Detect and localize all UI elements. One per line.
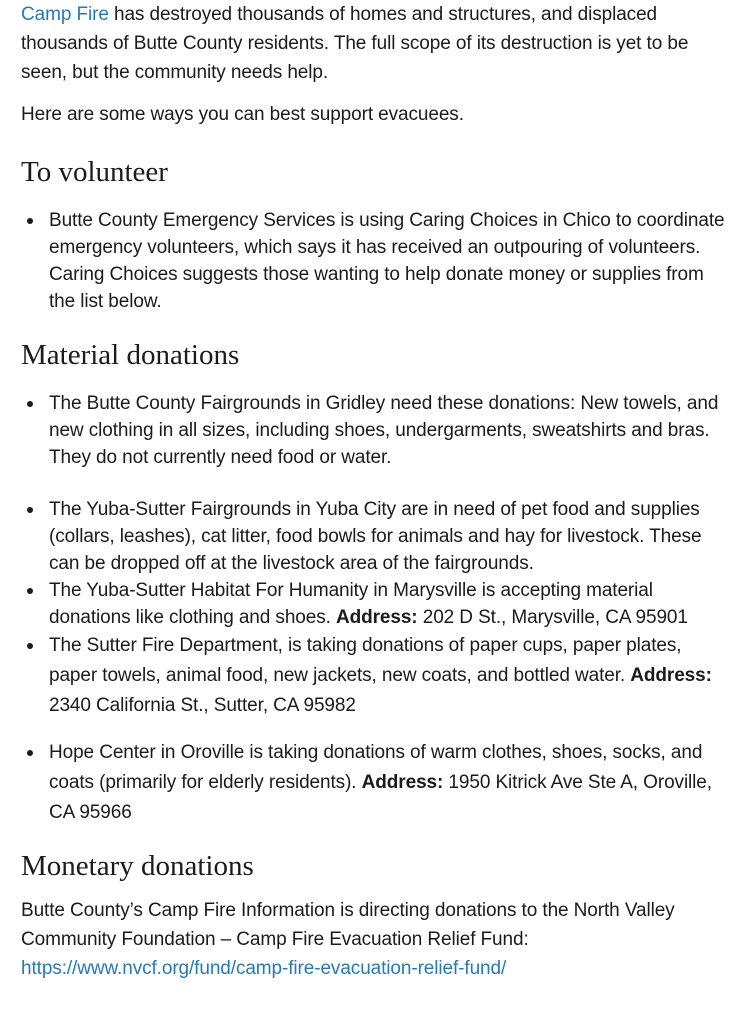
bullet-icon — [27, 218, 33, 224]
monetary-text: Butte County’s Camp Fire Information is directing donations to the North Valley Community Foundation – Camp Fire Evacuation Relief Fund: — [21, 900, 675, 950]
monetary-paragraph — [21, 896, 733, 983]
bullet-icon — [27, 401, 33, 407]
intro-paragraph — [21, 0, 733, 87]
address-label: Address: — [361, 772, 444, 793]
volunteer-list — [21, 207, 733, 315]
list-item — [21, 738, 733, 828]
bullet-icon — [27, 750, 33, 756]
material-item-text: The Butte County Fairgrounds in Gridley need these donations: New towels, and new clothing in all sizes, including shoes, undergarments, sweatshirts and bras. They do not currently need food or water. — [49, 393, 719, 468]
bullet-icon — [27, 507, 33, 513]
material-item-text: The Yuba-Sutter Habitat For Humanity in Marysville is accepting material donations like clothing and shoes. — [49, 580, 653, 628]
material-list — [21, 390, 733, 828]
volunteer-item-text: Butte County Emergency Services is using Caring Choices in Chico to coordinate emergency volunteers, which says it has received an outpouring of volunteers. Caring Choices suggests those wanting to help donate money or supplies from the list below. — [49, 210, 725, 312]
material-item-text: The Sutter Fire Department, is taking donations of paper cups, paper plates, paper towels, animal food, new jackets, new coats, and bottled water. — [49, 635, 682, 686]
address-value: 1950 Kitrick Ave Ste A, Oroville, CA 95966 — [49, 772, 712, 823]
address-label: Address: — [335, 607, 418, 628]
address-value: 2340 California St., Sutter, CA 95982 — [49, 695, 356, 716]
article-body — [21, 0, 733, 983]
address-value: 202 D St., Marysville, CA 95901 — [417, 607, 688, 628]
bullet-icon — [27, 643, 33, 649]
relief-fund-link[interactable]: https://www.nvcf.org/fund/camp-fire-evacuation-relief-fund/ — [21, 958, 507, 979]
list-item — [21, 577, 733, 631]
address-label: Address: — [630, 665, 712, 686]
list-item — [21, 207, 733, 315]
material-item-text: Hope Center in Oroville is taking donations of warm clothes, shoes, socks, and coats (primarily for elderly residents). — [49, 742, 703, 793]
material-item-text: The Yuba-Sutter Fairgrounds in Yuba City are in need of pet food and supplies (collars, leashes), cat litter, food bowls for animals and hay for livestock. These can be dropped off at the livestock area of the fairgrounds. — [49, 499, 702, 574]
ways-paragraph: Here are some ways you can best support evacuees. — [21, 104, 464, 125]
volunteer-heading: To volunteer — [21, 156, 168, 188]
list-item — [21, 631, 733, 721]
monetary-heading: Monetary donations — [21, 850, 254, 882]
list-item — [21, 496, 733, 577]
list-item — [21, 390, 733, 471]
camp-fire-link[interactable]: Camp Fire — [21, 4, 109, 25]
material-heading: Material donations — [21, 339, 240, 371]
bullet-icon — [27, 588, 33, 594]
intro-text: has destroyed thousands of homes and structures, and displaced thousands of Butte County residents. The full scope of its destruction is yet to be seen, but the community needs help. — [21, 4, 689, 83]
